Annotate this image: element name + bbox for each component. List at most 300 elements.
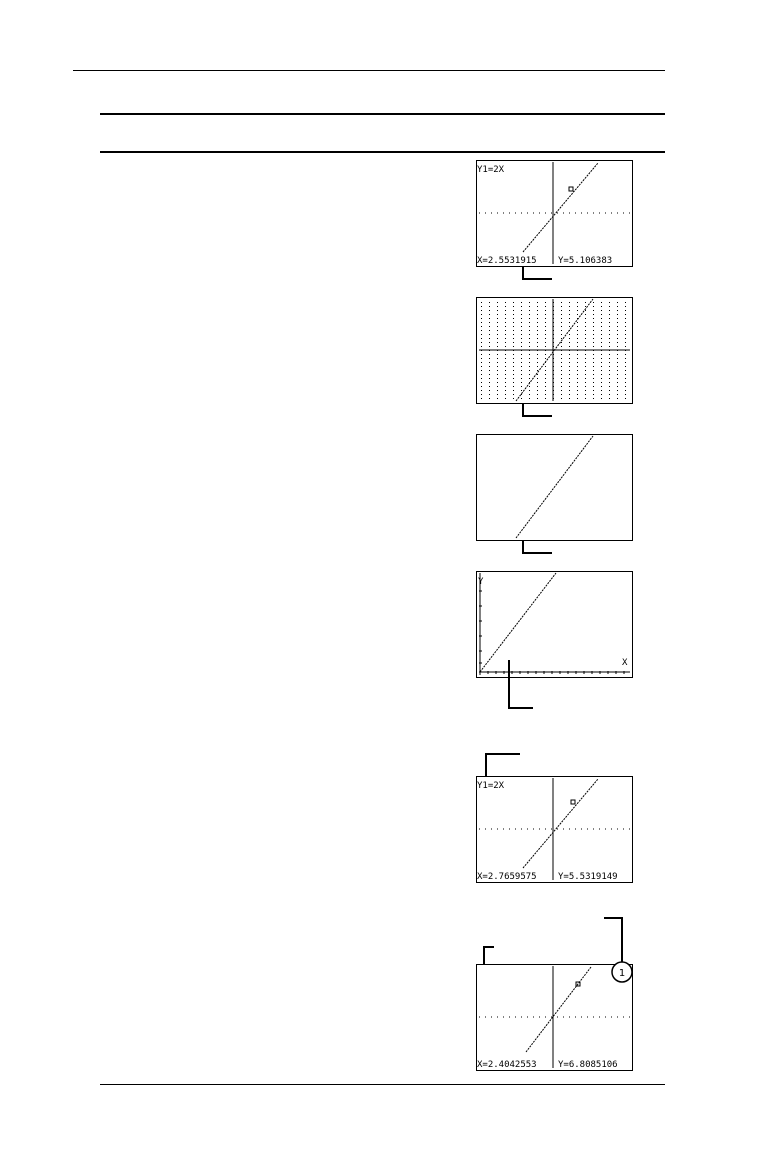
grid-dot	[497, 358, 498, 359]
grid-dot	[569, 318, 570, 319]
grid-dot	[609, 362, 610, 363]
grid-dot	[537, 374, 538, 375]
grid-dot	[593, 362, 594, 363]
grid-dot	[521, 374, 522, 375]
grid-dot	[593, 394, 594, 395]
grid-dot	[505, 318, 506, 319]
grid-dot	[505, 330, 506, 331]
grid-dot	[481, 326, 482, 327]
grid-dot	[521, 366, 522, 367]
grid-dot	[505, 358, 506, 359]
grid-dot	[561, 386, 562, 387]
grid-dot	[617, 386, 618, 387]
grid-dot	[577, 314, 578, 315]
grid-dot	[489, 366, 490, 367]
grid-dot	[481, 322, 482, 323]
grid-dot	[537, 382, 538, 383]
grid-dot	[545, 326, 546, 327]
grid-dot	[601, 334, 602, 335]
grid-dot	[537, 394, 538, 395]
grid-dot	[521, 342, 522, 343]
grid-dot	[609, 390, 610, 391]
table-header-rule	[100, 151, 665, 153]
grid-dot	[521, 390, 522, 391]
grid-dot	[537, 310, 538, 311]
x-readout: X=2.7659575	[477, 872, 537, 882]
grid-dot	[577, 358, 578, 359]
grid-dot	[513, 354, 514, 355]
grid-dot	[497, 338, 498, 339]
grid-dot	[609, 314, 610, 315]
grid-dot	[481, 314, 482, 315]
grid-dot	[569, 390, 570, 391]
grid-dot	[585, 346, 586, 347]
calc-screen-axes-off	[476, 434, 634, 542]
grid-dot	[537, 378, 538, 379]
calc-screen-coord-on	[476, 160, 634, 268]
grid-dot	[561, 374, 562, 375]
grid-dot	[513, 382, 514, 383]
grid-dot	[609, 306, 610, 307]
grid-dot	[569, 358, 570, 359]
grid-dot	[585, 366, 586, 367]
grid-dot	[593, 398, 594, 399]
callout-bracket	[515, 266, 555, 286]
grid-dot	[609, 394, 610, 395]
grid-dot	[609, 358, 610, 359]
grid-dot	[521, 386, 522, 387]
grid-dot	[505, 354, 506, 355]
grid-dot	[577, 390, 578, 391]
grid-dot	[625, 318, 626, 319]
grid-dot	[601, 390, 602, 391]
grid-dot	[601, 378, 602, 379]
grid-dot	[513, 390, 514, 391]
grid-dot	[481, 334, 482, 335]
grid-dot	[577, 374, 578, 375]
grid-dot	[513, 338, 514, 339]
grid-dot	[577, 398, 578, 399]
grid-dot	[489, 338, 490, 339]
calc-screen-grid-on	[476, 297, 634, 405]
grid-dot	[497, 334, 498, 335]
grid-dot	[577, 330, 578, 331]
grid-dot	[537, 318, 538, 319]
grid-dot	[601, 366, 602, 367]
grid-dot	[489, 322, 490, 323]
grid-dot	[529, 334, 530, 335]
grid-dot	[617, 382, 618, 383]
grid-dot	[529, 302, 530, 303]
grid-dot	[585, 386, 586, 387]
grid-dot	[609, 386, 610, 387]
grid-dot	[481, 354, 482, 355]
grid-dot	[601, 318, 602, 319]
grid-dot	[537, 334, 538, 335]
grid-dot	[481, 358, 482, 359]
grid-dot	[529, 306, 530, 307]
grid-dot	[545, 374, 546, 375]
grid-dot	[529, 390, 530, 391]
grid-dot	[497, 394, 498, 395]
grid-dot	[617, 362, 618, 363]
grid-dot	[489, 374, 490, 375]
grid-dot	[521, 358, 522, 359]
grid-dot	[545, 330, 546, 331]
grid-dot	[617, 322, 618, 323]
grid-dot	[577, 326, 578, 327]
grid-dot	[481, 346, 482, 347]
grid-dot	[529, 362, 530, 363]
grid-dot	[489, 386, 490, 387]
grid-dot	[585, 370, 586, 371]
grid-dot	[489, 378, 490, 379]
grid-dot	[513, 314, 514, 315]
grid-dot	[521, 318, 522, 319]
grid-dot	[617, 314, 618, 315]
grid-dot	[577, 382, 578, 383]
y-readout: Y=5.106383	[558, 256, 613, 266]
grid-dot	[601, 322, 602, 323]
grid-dot	[609, 342, 610, 343]
grid-dot	[537, 326, 538, 327]
grid-dot	[497, 370, 498, 371]
grid-dot	[577, 362, 578, 363]
grid-dot	[513, 358, 514, 359]
grid-dot	[497, 374, 498, 375]
grid-dot	[521, 370, 522, 371]
grid-dot	[617, 334, 618, 335]
grid-dot	[625, 310, 626, 311]
x-readout: X=2.4042553	[477, 1060, 537, 1070]
grid-dot	[529, 374, 530, 375]
table-top-rule	[100, 113, 665, 115]
grid-dot	[497, 346, 498, 347]
grid-dot	[609, 330, 610, 331]
grid-dot	[593, 346, 594, 347]
grid-dot	[609, 374, 610, 375]
grid-dot	[609, 318, 610, 319]
grid-dot	[545, 310, 546, 311]
grid-dot	[561, 330, 562, 331]
grid-dot	[545, 338, 546, 339]
grid-dot	[601, 374, 602, 375]
grid-dot	[569, 338, 570, 339]
grid-dot	[545, 354, 546, 355]
grid-dot	[489, 326, 490, 327]
grid-dot	[497, 302, 498, 303]
grid-dot	[561, 398, 562, 399]
grid-dot	[561, 390, 562, 391]
y-axis-label: Y	[478, 577, 484, 587]
grid-dot	[609, 346, 610, 347]
grid-dot	[489, 382, 490, 383]
grid-dot	[617, 354, 618, 355]
grid-dot	[625, 374, 626, 375]
grid-dot	[601, 394, 602, 395]
grid-dot	[489, 306, 490, 307]
grid-dot	[617, 358, 618, 359]
grid-dot	[521, 382, 522, 383]
grid-dot	[489, 398, 490, 399]
grid-dot	[481, 338, 482, 339]
grid-dot	[505, 342, 506, 343]
grid-dot	[625, 302, 626, 303]
grid-dot	[593, 322, 594, 323]
calc-screen-expr-on	[476, 776, 634, 884]
grid-dot	[529, 326, 530, 327]
grid-dot	[529, 346, 530, 347]
grid-dot	[617, 306, 618, 307]
grid-dot	[561, 394, 562, 395]
grid-dot	[577, 334, 578, 335]
grid-dot	[625, 394, 626, 395]
grid-dot	[537, 370, 538, 371]
grid-dot	[569, 310, 570, 311]
grid-dot	[481, 362, 482, 363]
grid-dot	[521, 394, 522, 395]
grid-dot	[601, 362, 602, 363]
grid-dot	[617, 342, 618, 343]
grid-dot	[497, 386, 498, 387]
grid-dot	[625, 326, 626, 327]
x-readout: X=2.5531915	[477, 256, 537, 266]
grid-dot	[601, 342, 602, 343]
grid-dot	[537, 346, 538, 347]
grid-dot	[609, 338, 610, 339]
grid-dot	[505, 306, 506, 307]
grid-dot	[529, 398, 530, 399]
grid-dot	[585, 334, 586, 335]
grid-dot	[601, 314, 602, 315]
grid-dot	[625, 362, 626, 363]
grid-dot	[537, 398, 538, 399]
grid-dot	[529, 370, 530, 371]
grid-dot	[521, 354, 522, 355]
grid-dot	[585, 342, 586, 343]
grid-dot	[529, 366, 530, 367]
grid-dot	[609, 382, 610, 383]
grid-dot	[505, 370, 506, 371]
grid-dot	[561, 338, 562, 339]
grid-dot	[561, 326, 562, 327]
y-readout: Y=6.8085106	[558, 1060, 618, 1070]
grid-dot	[593, 390, 594, 391]
grid-dot	[497, 330, 498, 331]
grid-dot	[545, 318, 546, 319]
grid-dot	[625, 398, 626, 399]
grid-dot	[545, 382, 546, 383]
grid-dot	[617, 370, 618, 371]
grid-dot	[513, 386, 514, 387]
grid-dot	[577, 386, 578, 387]
grid-dot	[569, 314, 570, 315]
grid-dot	[561, 358, 562, 359]
grid-dot	[513, 342, 514, 343]
grid-dot	[497, 342, 498, 343]
grid-dot	[593, 382, 594, 383]
grid-dot	[601, 386, 602, 387]
grid-dot	[545, 342, 546, 343]
grid-dot	[585, 398, 586, 399]
grid-dot	[593, 366, 594, 367]
grid-dot	[481, 386, 482, 387]
grid-dot	[625, 322, 626, 323]
grid-dot	[505, 314, 506, 315]
grid-dot	[545, 334, 546, 335]
grid-dot	[617, 338, 618, 339]
grid-dot	[609, 326, 610, 327]
grid-dot	[617, 398, 618, 399]
grid-dot	[593, 342, 594, 343]
grid-dot	[609, 366, 610, 367]
grid-dot	[505, 346, 506, 347]
grid-dot	[617, 346, 618, 347]
grid-dot	[521, 310, 522, 311]
grid-dot	[537, 314, 538, 315]
grid-dot	[585, 382, 586, 383]
grid-dot	[529, 386, 530, 387]
grid-dot	[513, 302, 514, 303]
grid-dot	[593, 306, 594, 307]
grid-dot	[497, 390, 498, 391]
grid-dot	[545, 378, 546, 379]
grid-dot	[617, 310, 618, 311]
grid-dot	[497, 362, 498, 363]
grid-dot	[521, 302, 522, 303]
grid-dot	[585, 330, 586, 331]
grid-dot	[521, 362, 522, 363]
grid-dot	[585, 338, 586, 339]
grid-dot	[545, 370, 546, 371]
grid-dot	[529, 318, 530, 319]
grid-dot	[521, 322, 522, 323]
grid-dot	[561, 302, 562, 303]
grid-dot	[545, 302, 546, 303]
grid-dot	[593, 354, 594, 355]
grid-dot	[521, 334, 522, 335]
grid-dot	[545, 366, 546, 367]
grid-dot	[513, 366, 514, 367]
grid-dot	[625, 306, 626, 307]
grid-dot	[585, 354, 586, 355]
grid-dot	[481, 374, 482, 375]
grid-dot	[609, 398, 610, 399]
grid-dot	[529, 354, 530, 355]
grid-dot	[585, 394, 586, 395]
grid-dot	[529, 394, 530, 395]
grid-dot	[529, 342, 530, 343]
grid-dot	[577, 322, 578, 323]
grid-dot	[585, 358, 586, 359]
grid-dot	[601, 310, 602, 311]
grid-dot	[625, 354, 626, 355]
grid-dot	[625, 382, 626, 383]
grid-dot	[585, 314, 586, 315]
grid-dot	[625, 330, 626, 331]
grid-dot	[537, 306, 538, 307]
grid-dot	[481, 378, 482, 379]
grid-dot	[497, 398, 498, 399]
grid-dot	[521, 338, 522, 339]
grid-dot	[601, 302, 602, 303]
grid-dot	[505, 302, 506, 303]
grid-dot	[601, 326, 602, 327]
grid-dot	[489, 346, 490, 347]
grid-dot	[617, 302, 618, 303]
grid-dot	[545, 390, 546, 391]
grid-dot	[489, 362, 490, 363]
grid-dot	[489, 394, 490, 395]
grid-dot	[529, 314, 530, 315]
grid-dot	[489, 370, 490, 371]
grid-dot	[561, 342, 562, 343]
grid-dot	[505, 322, 506, 323]
grid-dot	[585, 306, 586, 307]
grid-dot	[585, 326, 586, 327]
grid-dot	[625, 342, 626, 343]
grid-dot	[569, 386, 570, 387]
grid-dot	[505, 390, 506, 391]
grid-dot	[593, 334, 594, 335]
grid-dot	[497, 310, 498, 311]
grid-dot	[497, 326, 498, 327]
grid-dot	[601, 358, 602, 359]
callout-number: 1	[618, 968, 626, 979]
grid-dot	[585, 302, 586, 303]
grid-dot	[481, 370, 482, 371]
grid-dot	[561, 362, 562, 363]
grid-dot	[617, 390, 618, 391]
grid-dot	[593, 370, 594, 371]
grid-dot	[569, 370, 570, 371]
grid-dot	[593, 378, 594, 379]
grid-dot	[609, 310, 610, 311]
grid-dot	[537, 302, 538, 303]
grid-dot	[537, 342, 538, 343]
grid-dot	[513, 346, 514, 347]
grid-dot	[489, 330, 490, 331]
grid-dot	[577, 346, 578, 347]
grid-dot	[585, 362, 586, 363]
grid-dot	[569, 382, 570, 383]
grid-dot	[609, 322, 610, 323]
grid-dot	[513, 306, 514, 307]
grid-dot	[505, 338, 506, 339]
grid-dot	[489, 342, 490, 343]
grid-dot	[609, 354, 610, 355]
grid-dot	[569, 362, 570, 363]
grid-dot	[537, 386, 538, 387]
grid-dot	[609, 334, 610, 335]
grid-dot	[585, 374, 586, 375]
grid-dot	[617, 318, 618, 319]
grid-dot	[505, 310, 506, 311]
grid-dot	[521, 314, 522, 315]
grid-dot	[513, 330, 514, 331]
grid-dot	[617, 374, 618, 375]
grid-dot	[521, 346, 522, 347]
callout-bracket	[515, 403, 555, 423]
grid-dot	[545, 346, 546, 347]
grid-dot	[489, 358, 490, 359]
grid-dot	[481, 394, 482, 395]
grid-dot	[577, 302, 578, 303]
grid-dot	[601, 382, 602, 383]
y-readout: Y=5.5319149	[558, 872, 618, 882]
grid-dot	[513, 318, 514, 319]
grid-dot	[545, 398, 546, 399]
